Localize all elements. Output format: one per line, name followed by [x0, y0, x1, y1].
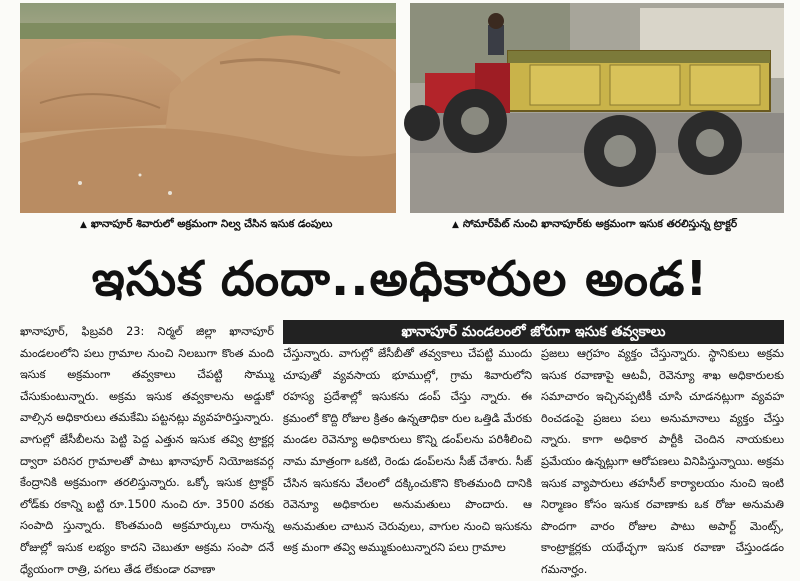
caption-arrow-icon: ▲ [80, 220, 87, 230]
sand-heaps-photo [20, 3, 396, 213]
caption-arrow-icon: ▲ [452, 220, 459, 230]
tractor-photo [410, 3, 784, 213]
headline: ఇసుక దందా..అధికారుల అండ! [91, 251, 709, 307]
article-column-2: చేస్తున్నారు. వాగుల్లో జేసీబీతో తవ్వకాలు చేపట్టి ముందు చూపుతో వ్యవసాయ భూముల్లో, గ్రామ శివారులోని రహస్య ప్రదేశాల్లో ఇసుకను డంప్ చేస్తు న్నారు. ఈ క్రమంలో కొద్ది రోజుల క్రితం ఉన్నతాధికా రుల ఒత్తిడి మేరకు మండల రెవెన్యూ అధికారులు కొన్ని డంప్‌లను పరిశీలించి నామ మాత్రంగా ఒకటి, రెండు డంప్‌లను సీజ్ చేశారు. సీజ్ చేసిన ఇసుకను వేలంలో దక్కించుకొని కొంతమంది దానికి రెవెన్యూ అధికారుల అనుమతులు పొందారు. ఆ అనుమతుల చాటున చెరువులు, వాగుల నుంచి ఇసుకను అక్ర మంగా తవ్వి అమ్ముకుంటున్నారని పలు గ్రామాల [283, 347, 532, 555]
subheadline-banner: ఖానాపూర్ మండలంలో జోరుగా ఇసుక తవ్వకాలు [283, 320, 784, 344]
caption-left [80, 218, 332, 233]
article-column-1: ఖానాపూర్, ఫిబ్రవరి 23: నిర్మల్ జిల్లా ఖానాపూర్ మండలంలోని పలు గ్రామాల నుంచి నిలబుగా కొంత మంది ఇసుక అక్రమంగా తవ్వకాలు చేపట్టి సొమ్ము చేసుకుంటున్నారు. అక్రమ ఇసుక తవ్వకాలను అడ్డుకో వాల్సిన అధికారులు తమకేమి పట్టనట్లు వ్యవహరిస్తున్నారు. వాగుల్లో జేసీబీలను పెట్టి పెద్ద ఎత్తున ఇసుక తవ్వి ట్రాక్టర్ల ద్వారా పరిసర గ్రామాలతో పాటు ఖానాపూర్ నియోజకవర్గ కేంద్రానికి అక్రమంగా తరలిస్తున్నారు. ఒక్కో ఇసుక ట్రాక్టర్ లోడ్‌కు రకాన్ని బట్టి రూ.1500 నుంచి రూ. 3500 వరకు సంపాది స్తున్నారు. కొంతమంది అక్రమార్కులు రానున్న రోజుల్లో ఇసుక లభ్యం కాదని చెబుతూ అక్రమ సంపా దనే ధ్యేయంగా రాత్రి, పగలు తేడ లేకుండా రవాణా [20, 325, 274, 576]
caption-right-text: సోమార్‌పేట్ నుంచి ఖానాపూర్‌కు అక్రమంగా ఇసుక తరలిస్తున్న ట్రాక్టర్ [462, 218, 738, 230]
article-column-3: ప్రజలు ఆగ్రహం వ్యక్తం చేస్తున్నారు. స్థానికులు అక్రమ ఇసుక రవాణాపై ఆటవీ, రెవెన్యూ శాఖ అధికారులకు సమాచారం ఇచ్చినప్పటికీ చూసి చూడనట్లుగా వ్యవహ రించడంపై ప్రజలు పలు అనుమానాలు వ్యక్తం చేస్తు న్నారు. కాగా అధికార పార్టీకి చెందిన నాయకులు ప్రమేయం ఉన్నట్లుగా ఆరోపణలు వినిపిస్తున్నాయి. అక్రమ ఇసుక వ్యాపారులు తహసీల్ కార్యాలయం నుంచి ఇంటి నిర్మాణం కోసం ఇసుక రవాణాకు ఒక రోజు అనుమతి పొందగా వారం రోజుల పాటు అపార్ట్ మెంట్స్, కాంట్రాక్టర్లకు యథేచ్ఛగా ఇసుక రవాణా చేస్తుండడం గమనార్హం. [541, 347, 784, 576]
caption-right [452, 218, 737, 233]
caption-left-text: ఖానాపూర్ శివారులో అక్రమంగా నిల్వ చేసిన ఇసుక డంపులు [90, 218, 333, 230]
